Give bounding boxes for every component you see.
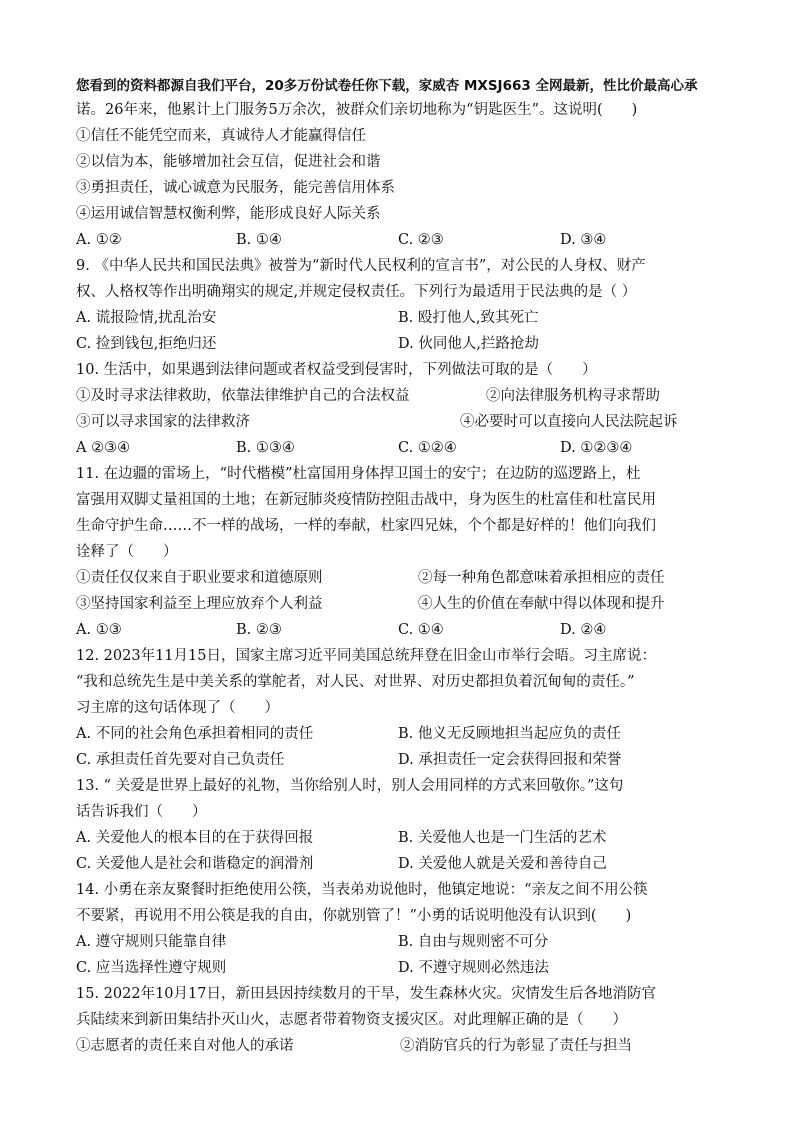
q10-option-a: A ②③④ — [76, 440, 131, 456]
q8-option-b: B. ①④ — [236, 232, 282, 248]
q8-statement-3: ③勇担责任，诚心诚意为民服务，能完善信用体系 — [76, 180, 395, 196]
q15-statement-1: ①志愿者的责任来自对他人的承诺 — [76, 1038, 294, 1054]
q10-statement-2: ②向法律服务机构寻求帮助 — [486, 388, 660, 404]
q10-statement-1: ①及时寻求法律救助，依靠法律维护自己的合法权益 — [76, 388, 410, 404]
q12-stem-line-2: “我和总统先生是中美关系的掌舵者，对人民、对世界、对历史都担负着沉甸甸的责任。” — [76, 674, 635, 690]
q14-stem-line-1: 14. 小勇在亲友聚餐时拒绝使用公筷，当表弟劝说他时，他镇定地说：“亲友之间不用公筷 — [76, 882, 648, 898]
q9-stem-line-2: 权、人格权等作出明确翔实的规定,并规定侵权责任。下列行为最适用于民法典的是（ ） — [76, 284, 637, 300]
q12-option-c: C. 承担责任首先要对自己负责任 — [76, 752, 285, 768]
q12-option-d: D. 承担责任一定会获得回报和荣誉 — [398, 752, 622, 768]
q9-stem-line-1: 9. 《中华人民共和国民法典》被誉为“新时代人民权利的宣言书”，对公民的人身权、财产 — [76, 258, 646, 274]
q11-stem-line-3: 生命守护生命……不一样的战场，一样的奉献，杜家四兄妹，个个都是好样的！他们向我们 — [76, 518, 656, 534]
q13-option-b: B. 关爱他人也是一门生活的艺术 — [398, 830, 607, 846]
q15-stem-line-2: 兵陆续来到新田集结扑灭山火，志愿者带着物资支援灾区。对此理解正确的是（ ） — [76, 1012, 627, 1028]
q13-option-d: D. 关爱他人就是关爱和善待自己 — [398, 856, 607, 872]
q10-stem: 10. 生活中，如果遇到法律问题或者权益受到侵害时，下列做法可取的是（ ） — [76, 362, 597, 378]
q8-statement-2: ②以信为本，能够增加社会互信，促进社会和谐 — [76, 154, 381, 170]
q9-option-d: D. 伙同他人,拦路抢劫 — [398, 336, 539, 352]
q12-stem-line-3: 习主席的这句话体现了（ ） — [76, 700, 279, 716]
q13-option-a: A. 关爱他人的根本目的在于获得回报 — [76, 830, 314, 846]
q10-option-d: D. ①②③④ — [560, 440, 633, 456]
q11-option-c: C. ①④ — [398, 622, 444, 638]
q11-stem-line-2: 富强用双脚丈量祖国的土地；在新冠肺炎疫情防控阻击战中，身为医生的杜富佳和杜富民用 — [76, 492, 656, 508]
q14-stem-line-2: 不要紧，再说用不用公筷是我的自由，你就别管了！”小勇的话说明他没有认识到( ) — [76, 908, 632, 924]
q10-statement-4: ④必要时可以直接向人民法院起诉 — [460, 414, 678, 430]
q8-statement-1: ①信任不能凭空而来，真诚待人才能赢得信任 — [76, 128, 366, 144]
q11-statement-2: ②每一种角色都意味着承担相应的责任 — [418, 570, 665, 586]
q11-stem-line-1: 11. 在边疆的雷场上，“时代楷模”杜富国用身体捍卫国士的安宁；在边防的巡逻路上，杜 — [76, 466, 641, 482]
q11-statement-4: ④人生的价值在奉献中得以体现和提升 — [418, 596, 665, 612]
q13-stem-line-1: 13. “ 关爱是世界上最好的礼物，当你给别人时，别人会用同样的方式来回敬你。”这句 — [76, 778, 624, 794]
q8-option-c: C. ②③ — [398, 232, 444, 248]
q9-option-b: B. 殴打他人,致其死亡 — [398, 310, 539, 326]
q9-option-c: C. 捡到钱包,拒绝归还 — [76, 336, 217, 352]
q14-option-b: B. 自由与规则密不可分 — [398, 934, 549, 950]
q14-option-d: D. 不遵守规则必然违法 — [398, 960, 549, 976]
q8-statement-4: ④运用诚信智慧权衡利弊，能形成良好人际关系 — [76, 206, 381, 222]
q11-option-d: D. ②④ — [560, 622, 607, 638]
q15-statement-2: ②消防官兵的行为彰显了责任与担当 — [400, 1038, 632, 1054]
q13-option-c: C. 关爱他人是社会和谐稳定的润滑剂 — [76, 856, 314, 872]
q14-option-a: A. 遵守规则只能靠自律 — [76, 934, 227, 950]
q8-option-a: A. ①② — [76, 232, 122, 248]
q14-option-c: C. 应当选择性遵守规则 — [76, 960, 227, 976]
q11-statement-1: ①责任仅仅来自于职业要求和道德原则 — [76, 570, 323, 586]
q10-option-b: B. ①③④ — [236, 440, 295, 456]
q11-stem-line-4: 诠释了（ ） — [76, 544, 178, 560]
q13-stem-line-2: 话告诉我们（ ） — [76, 804, 207, 820]
q11-statement-3: ③坚持国家利益至上理应放弃个人利益 — [76, 596, 323, 612]
header-notice: 您看到的资料都源自我们平台，20多万份试卷任你下载，家威杏 MXSJ663 全网最新，性比价最高心承 — [76, 78, 698, 94]
q8-option-d: D. ③④ — [560, 232, 607, 248]
q11-option-b: B. ②③ — [236, 622, 282, 638]
q12-option-a: A. 不同的社会角色承担着相同的责任 — [76, 726, 314, 742]
q15-stem-line-1: 15. 2022年10月17日，新田县因持续数月的干旱，发生森林火灾。灾情发生后各地消防官 — [76, 986, 656, 1002]
q12-option-b: B. 他义无反顾地担当起应负的责任 — [398, 726, 621, 742]
q8-stem: 诺。26年来，他累计上门服务5万余次，被群众们亲切地称为“钥匙医生”。这说明( ) — [76, 102, 638, 118]
q9-option-a: A. 谎报险情,扰乱治安 — [76, 310, 217, 326]
q12-stem-line-1: 12. 2023年11月15日，国家主席习近平同美国总统拜登在旧金山市举行会晤。习主席说： — [76, 648, 656, 664]
q11-option-a: A. ①③ — [76, 622, 122, 638]
q10-option-c: C. ①②④ — [398, 440, 457, 456]
q10-statement-3: ③可以寻求国家的法律救济 — [76, 414, 250, 430]
